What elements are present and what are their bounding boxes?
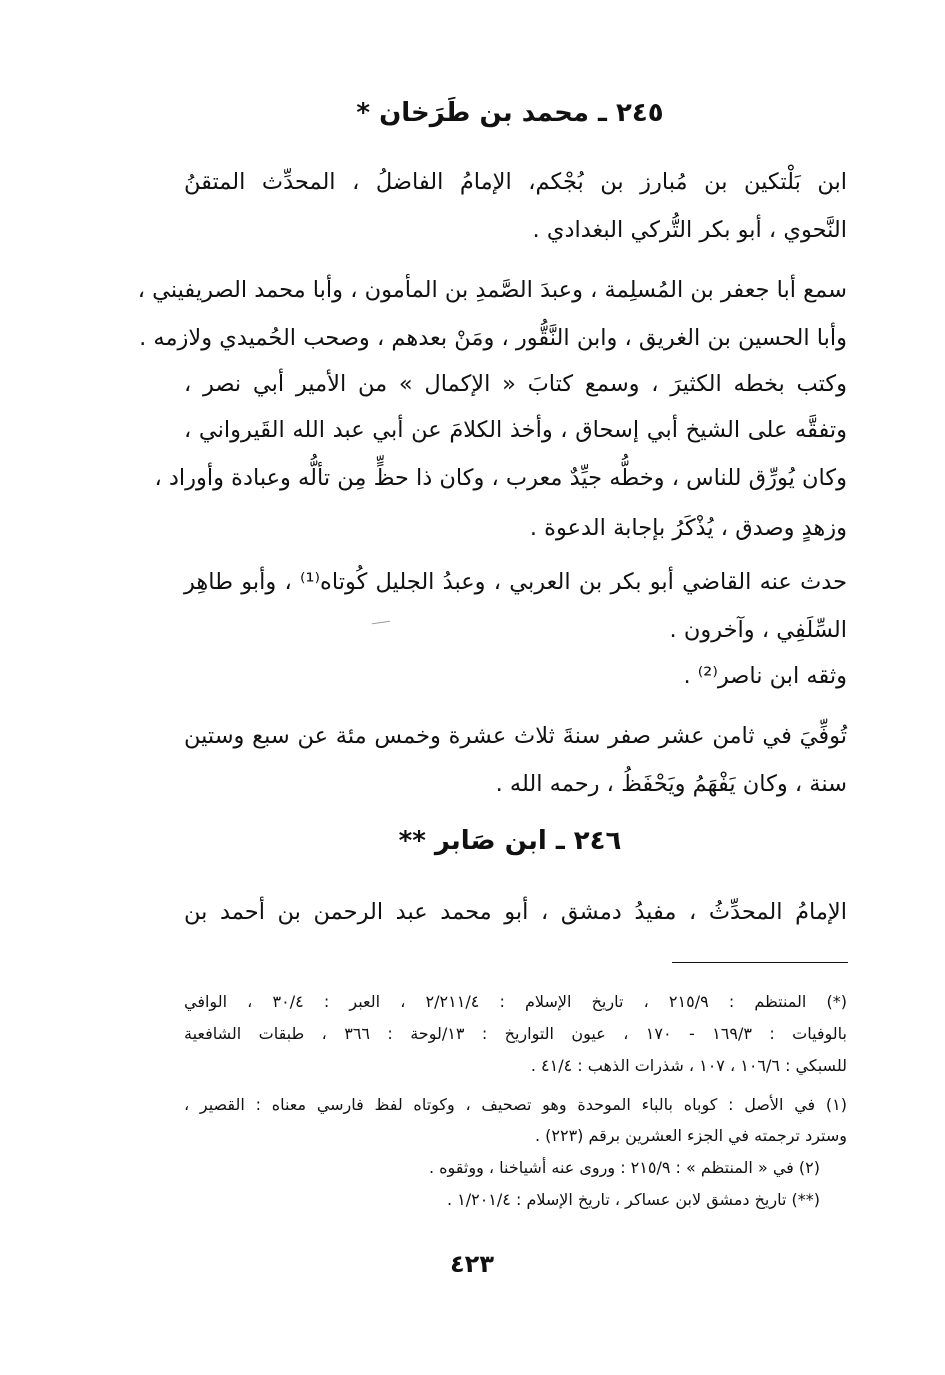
- footnote-separator: [672, 962, 848, 963]
- faint-mark: [372, 621, 390, 624]
- footnote-line-3: للسبكي : ١٠٦/٦ ، ١٠٧ ، شذرات الذهب : ٤١/٤ .: [530, 1056, 847, 1075]
- entry-245-line-1: ابن بَلْتكين بن مُبارز بن بُجْكم، الإمامُ الفاضلُ ، المحدِّث المتقنُ: [184, 169, 847, 195]
- footnote-line-7: (**) تاريخ دمشق لابن عساكر ، تاريخ الإسلام : ١/٢٠١/٤ .: [446, 1190, 820, 1209]
- entry-245-heading: ٢٤٥ ـ محمد بن طَرَخان *: [356, 98, 664, 128]
- footnote-line-5: وسترد ترجمته في الجزء العشرين برقم (٢٢٣) .: [534, 1126, 847, 1145]
- footnote-line-4: (١) في الأصل : كوباه بالباء الموحدة وهو تصحيف ، وكوتاه لفظ فارسي معناه : القصير ،: [184, 1095, 847, 1114]
- entry-245-line-9: حدث عنه القاضي أبو بكر بن العربي ، وعبدُ الجليل كُوتاه⁽¹⁾ ، وأبو طاهِر: [184, 569, 847, 595]
- footnote-line-1: (*) المنتظم : ٢١٥/٩ ، تاريخ الإسلام : ٢/٢١١/٤ ، العبر : ٣٠/٤ ، الوافي: [184, 992, 848, 1011]
- entry-245-line-13: سنة ، وكان يَفْهَمُ ويَحْفَظُ ، رحمه الله .: [495, 771, 847, 797]
- page-number: ٤٢٣: [450, 1250, 494, 1278]
- entry-245-line-7: وكان يُورِّق للناس ، وخطُّه جيِّدٌ معرب ، وكان ذا حظٍّ مِن تألُّه وعبادة وأوراد ،: [154, 465, 847, 491]
- entry-245-line-8: وزهدٍ وصدق ، يُذْكَرُ بإجابة الدعوة .: [529, 515, 847, 541]
- entry-245-line-10: السِّلَفِي ، وآخرون .: [669, 617, 847, 643]
- entry-245-line-3: سمع أبا جعفر بن المُسلِمة ، وعبدَ الصَّمدِ بن المأمون ، وأبا محمد الصريفيني ،: [137, 277, 847, 303]
- entry-245-line-4: وأبا الحسين بن الغريق ، وابن النَّقُّور ، ومَنْ بعدهم ، وصحب الحُميدي ولازمه .: [139, 325, 847, 351]
- entry-245-line-2: النَّحوي ، أبو بكر التُّركي البغدادي .: [532, 217, 847, 243]
- entry-245-line-11: وثقه ابن ناصر⁽²⁾ .: [683, 663, 847, 689]
- footnote-line-2: بالوفيات : ١٦٩/٣ - ١٧٠ ، عيون التواريخ : ١٣/لوحة : ٣٦٦ ، طبقات الشافعية: [184, 1024, 848, 1043]
- entry-245-line-6: وتفقَّه على الشيخ أبي إسحاق ، وأخذ الكلامَ عن أبي عبد الله القَيرواني ،: [184, 417, 847, 443]
- entry-246-line-1: الإمامُ المحدِّثُ ، مفيدُ دمشق ، أبو محمد عبد الرحمن بن أحمد بن: [184, 899, 847, 925]
- entry-245-line-5: وكتب بخطه الكثيرَ ، وسمع كتابَ « الإكمال » من الأمير أبي نصر ،: [184, 371, 847, 397]
- entry-246-heading: ٢٤٦ ـ ابن صَابر **: [398, 826, 622, 856]
- footnote-line-6: (٢) في « المنتظم » : ٢١٥/٩ : وروى عنه أشياخنا ، ووثقوه .: [428, 1158, 820, 1177]
- entry-245-line-12: تُوفِّيَ في ثامن عشر صفر سنةَ ثلاث عشرة وخمس مئة عن سبع وستين: [184, 723, 847, 749]
